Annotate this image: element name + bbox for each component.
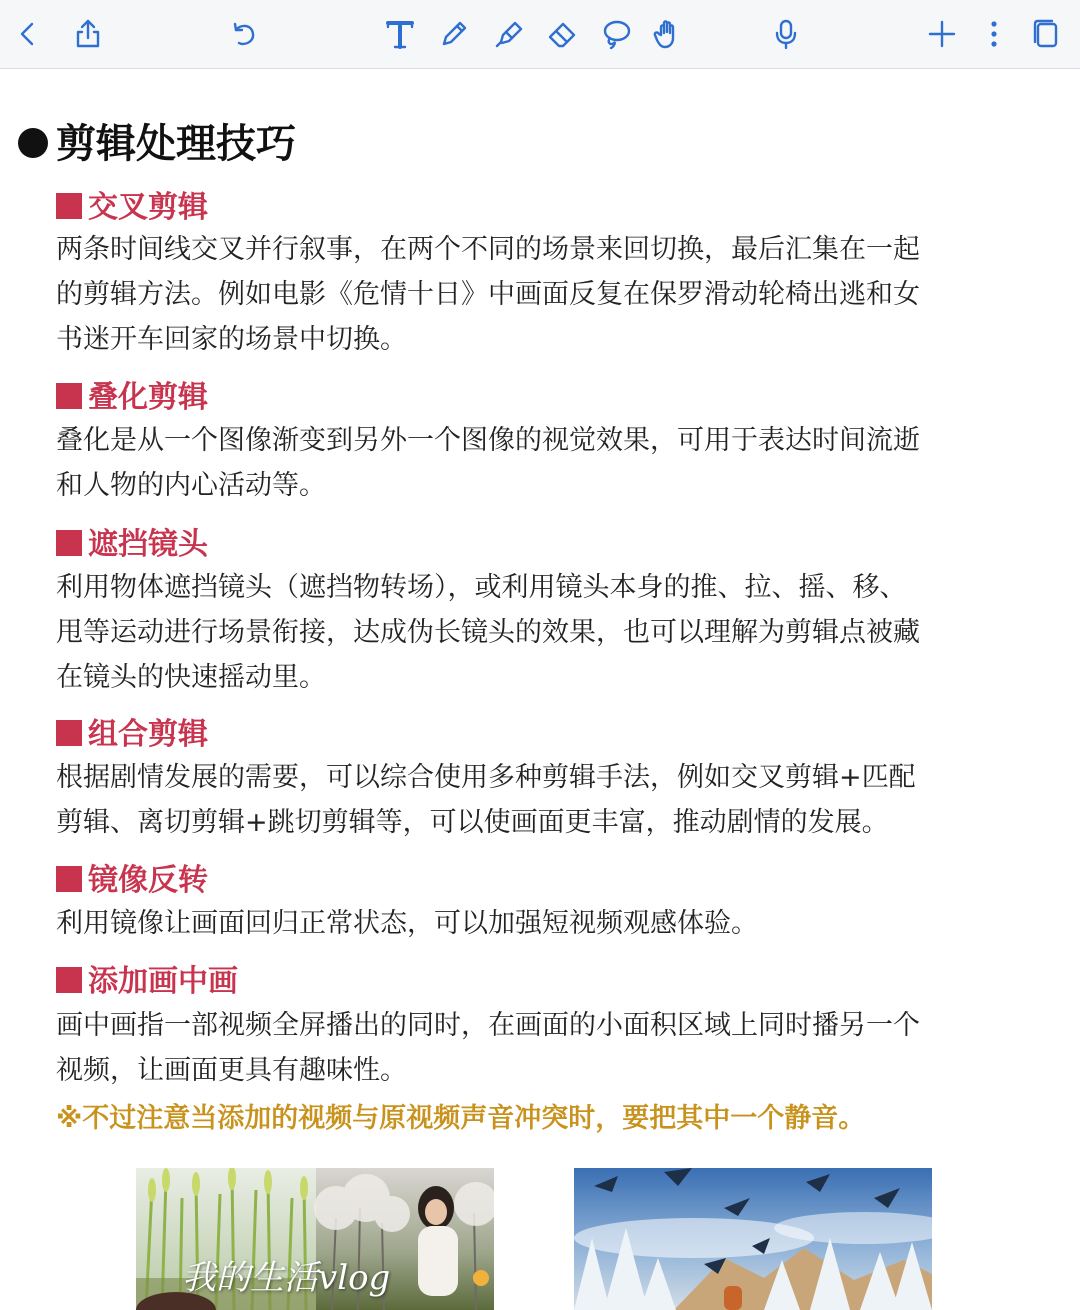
section-heading: 交叉剪辑 <box>56 182 208 226</box>
eraser-button[interactable] <box>540 12 584 56</box>
text-line: 在镜头的快速摇动里。 <box>56 662 326 693</box>
section-body <box>56 565 1031 700</box>
more-button[interactable] <box>972 12 1016 56</box>
back-button[interactable] <box>6 12 50 56</box>
eraser-icon <box>544 16 580 52</box>
section-heading: 组合剪辑 <box>56 709 208 753</box>
square-bullet <box>56 383 82 409</box>
section-heading: 遮挡镜头 <box>56 519 208 563</box>
text-line: 视频，让画面更具有趣味性。 <box>56 1055 407 1086</box>
lasso-button[interactable] <box>594 12 638 56</box>
pencil-icon <box>436 16 472 52</box>
lasso-icon <box>598 16 634 52</box>
pencil-button[interactable] <box>432 12 476 56</box>
section-heading: 镜像反转 <box>56 855 208 899</box>
square-bullet <box>56 530 82 556</box>
undo-button[interactable] <box>222 12 266 56</box>
undo-icon <box>226 16 262 52</box>
share-button[interactable] <box>66 12 110 56</box>
section-body <box>56 418 1031 508</box>
text-line: 画中画指一部视频全屏播出的同时，在画面的小面积区域上同时播另一个 <box>56 1010 920 1041</box>
pages-button[interactable] <box>1024 12 1068 56</box>
text-line: 利用镜像让画面回归正常状态，可以加强短视频观感体验。 <box>56 908 758 939</box>
section-heading: 叠化剪辑 <box>56 372 208 416</box>
text-line: 和人物的内心活动等。 <box>56 470 326 501</box>
text-line: 的剪辑方法。例如电影《危情十日》中画面反复在保罗滑动轮椅出逃和女 <box>56 279 920 310</box>
text-line: 叠化是从一个图像渐变到另外一个图像的视觉效果，可用于表达时间流逝 <box>56 425 920 456</box>
back-icon <box>10 16 46 52</box>
square-bullet <box>56 720 82 746</box>
hand-button[interactable] <box>646 12 690 56</box>
hand-icon <box>650 16 686 52</box>
section-heading: 添加画中画 <box>56 956 238 1000</box>
add-button[interactable] <box>920 12 964 56</box>
text-line: 根据剧情发展的需要，可以综合使用多种剪辑手法，例如交叉剪辑+匹配 <box>56 762 916 793</box>
highlighter-button[interactable] <box>487 12 531 56</box>
highlighter-icon <box>491 16 527 52</box>
microphone-button[interactable] <box>764 12 808 56</box>
section-body <box>56 755 1031 845</box>
text-line: 剪辑、离切剪辑+跳切剪辑等，可以使画面更丰富，推动剧情的发展。 <box>56 807 889 838</box>
section-body <box>56 227 1031 362</box>
text-line: 书迷开车回家的场景中切换。 <box>56 324 407 355</box>
page-title: 剪辑处理技巧 <box>18 112 296 169</box>
vlog-caption: 我的生活vlog <box>182 1258 391 1298</box>
section-body <box>56 901 1031 946</box>
snow-scene-image <box>574 1168 932 1310</box>
vlog-thumbnail-image <box>136 1168 494 1310</box>
snow-scene-illustration <box>574 1168 932 1310</box>
text-line: 甩等运动进行场景衔接，达成伪长镜头的效果，也可以理解为剪辑点被藏 <box>56 617 920 648</box>
microphone-icon <box>768 16 804 52</box>
share-icon <box>70 16 106 52</box>
top-toolbar <box>0 0 1080 69</box>
section-body <box>56 1003 1031 1093</box>
warning-note: ※不过注意当添加的视频与原视频声音冲突时，要把其中一个静音。 <box>56 1103 866 1134</box>
text-line: 利用物体遮挡镜头（遮挡物转场），或利用镜头本身的推、拉、摇、移、 <box>56 572 907 603</box>
square-bullet <box>56 193 82 219</box>
more-icon <box>976 16 1012 52</box>
pages-icon <box>1028 16 1064 52</box>
text-tool-icon <box>382 16 418 52</box>
bullet-dot <box>18 128 48 158</box>
text-tool-button[interactable] <box>378 12 422 56</box>
text-line: 两条时间线交叉并行叙事，在两个不同的场景来回切换，最后汇集在一起 <box>56 234 920 265</box>
add-icon <box>924 16 960 52</box>
square-bullet <box>56 967 82 993</box>
square-bullet <box>56 866 82 892</box>
